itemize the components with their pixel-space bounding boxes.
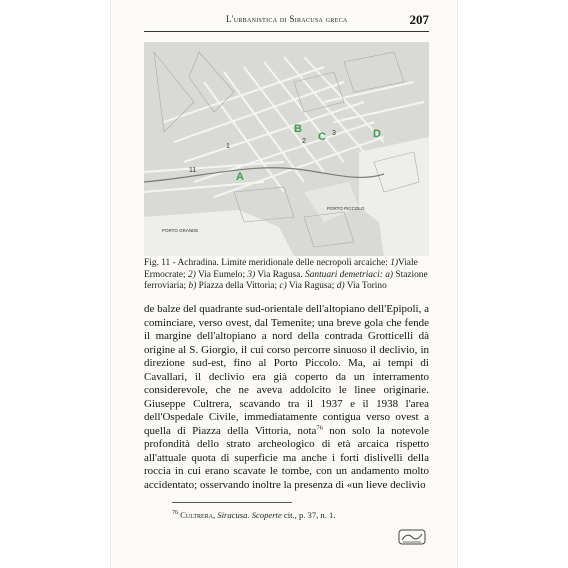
footnote-divider bbox=[172, 502, 292, 503]
map-label-porto-grande: PORTO GRANDE bbox=[162, 228, 199, 233]
page-number: 207 bbox=[409, 12, 429, 27]
map-number-11: 11 bbox=[189, 167, 197, 174]
city-map-figure bbox=[144, 42, 429, 256]
footnote-title: Siracusa. Scoperte bbox=[217, 510, 282, 520]
body-paragraph: de balze del quadrante sud-orientale dell'altopiano dell'Epipoli, a cominciare, verso ovest, dal Temenite; una breve gola che fende il margine dell'altopiano a nord della contrada Grotticelli dà origine al S. Giorgio, il cui corso percorre sinuoso il declivio, in direzione sud-est, fino al Porto Piccolo. Ma, ai tempi di Cavallari, il declivio era già coperto da un interramento considerevole, che ne aveva addolcito le linee originarie. Giuseppe Cultrera, scavando tra il 1937 e il 1938 l'area dell'Ospedale Civile, immediatamente contigua verso ovest a quella di Piazza della Vittoria, nota$^{76}$ non solo la notevole profondità dello strato archeologico di età arcaica rispetto all'attuale quota di superficie ma anche i forti dislivelli della roccia in cui erano scavate le tombe, con un andamento molto accidentato; osservando inoltre la presenza di «un lieve declivio bbox=[144, 303, 430, 491]
map-number-2: 2 bbox=[302, 138, 306, 145]
footnote-reference[interactable]: 76 bbox=[316, 423, 323, 431]
map-label-porto-piccolo: PORTO PICCOLO bbox=[327, 206, 365, 211]
marker-c: C bbox=[318, 131, 326, 143]
map-number-1: 1 bbox=[226, 143, 230, 150]
marker-a: A bbox=[236, 171, 244, 183]
map-number-3: 3 bbox=[332, 130, 336, 137]
map-drawing bbox=[144, 42, 429, 256]
figure-caption: Fig. 11 - Achradina. Limite meridionale delle necropoli arcaiche: 1)Viale Ermocrate; 2) Via Eumelo; 3) Via Ragusa. Santuari demetriaci: a) Stazione ferroviaria; b) Piazza della Vittoria; c) Via Ragusa; d) Via Torino bbox=[144, 258, 428, 292]
footnote-number: 76 bbox=[172, 510, 178, 517]
marker-b: B bbox=[294, 123, 302, 135]
marker-d: D bbox=[373, 128, 381, 140]
footnote: $^{76}$ Cultrera, Siracusa. Scoperte cit., p. 37, n. 1. bbox=[172, 510, 336, 520]
footnote-author: Cultrera bbox=[180, 510, 214, 520]
publisher-ornament-icon bbox=[397, 527, 427, 547]
running-title: L'urbanistica di Siracusa greca bbox=[226, 14, 348, 24]
page-header bbox=[144, 11, 429, 32]
